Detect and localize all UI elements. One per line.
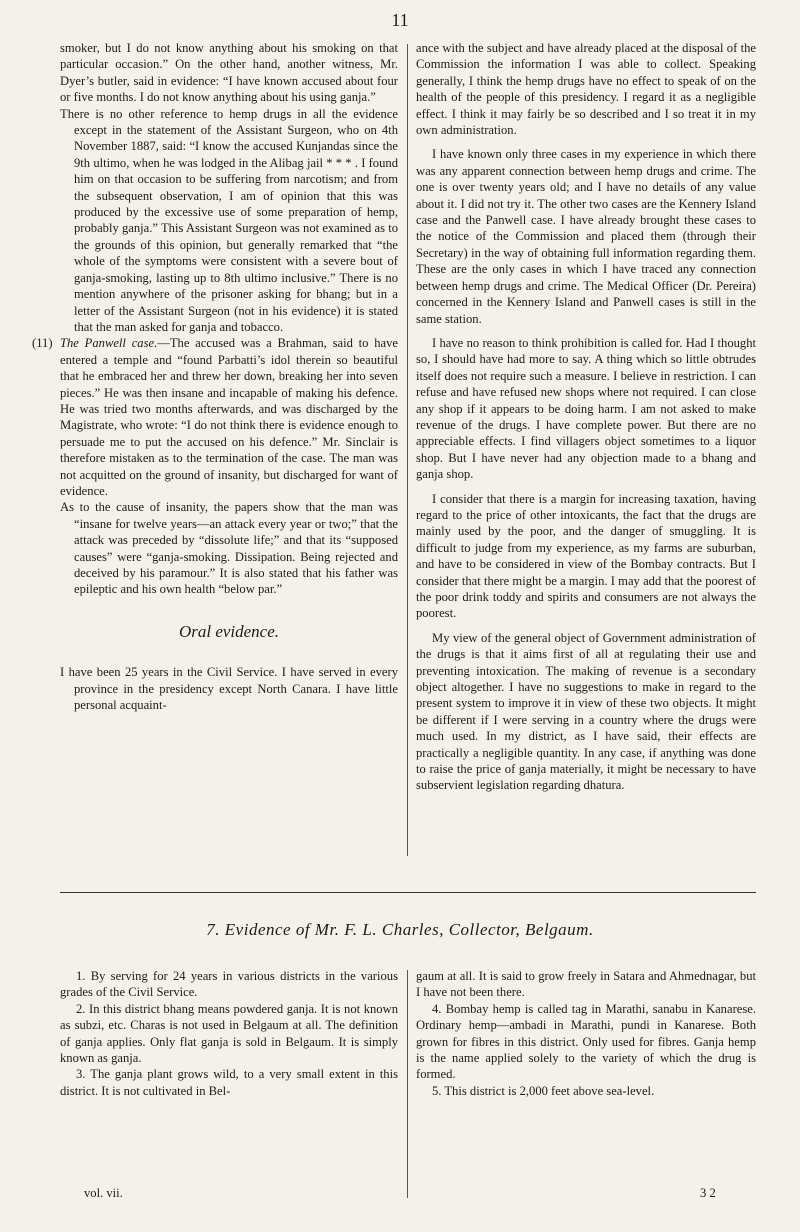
right-paragraph-5: My view of the general object of Government administration of the drugs is that it aims first of all at regulating their use and preventing intoxication. The making of revenue is a secondary object altogether. I have no suggestions to make in regard to the present system to improve it in view of these two objects. It might be different if I were serving in a country where the drugs were much used. In my district, as I have said, their effects are practically a negligible quantity. In any case, if anything was done to raise the price of ganja materially, it might be necessary to have subservient legislation regarding dhatura. [416, 630, 756, 793]
panwell-case-text: —The accused was a Brahman, said to have entered a temple and “found Parbatti’s idol therein so beautiful that he embraced her and threw her down, breaking her into seven pieces.” He was then insane and incapable of making his defence. He was tried two months afterwards, and was discharged by the Magistrate, who wrote: “I do not think there is evidence enough to persuade me to put the accused on his defence.” Mr. Sinclair is therefore mistaken as to the termination of the case. The man was not acquitted on the ground of insanity, but discharged for want of evidence. [60, 336, 398, 498]
answer-4: 4. Bombay hemp is called tag in Marathi, sanabu in Kanarese. Ordinary hemp—ambadi in Marathi, pundi in Kanarese. Both grown for fibres in this district. Only used for fibres. Ganja hemp is the name applied solely to the variety of which the drug is formed. [416, 1001, 756, 1082]
left-paragraph-4: As to the cause of insanity, the papers show that the man was “insane for twelve years—an attack every year or two;” that the attack was preceded by “dissolute life;” and that its “supposed causes” were “ganja-smoking. Dissipation. Being rejected and deceived by his paramour.” It is also stated that his father was epileptic and his own health “below par.” [60, 500, 398, 597]
oral-evidence-heading: Oral evidence. [178, 621, 280, 641]
left-paragraph-2: There is no other reference to hemp drugs in all the evidence except in the statement of the Assistant Surgeon, who on 4th November 1887, said: “I know the accused Kunjandas since the 9th ultimo, when he was lodged in the Alibag jail * * * . I found him on that occasion to be suffering from narcotism; and from the subsequent observation, I am of opinion that this was produced by the excessive use of some preparation of hemp, probably ganja.” This Assistant Surgeon was not examined as to the grounds of this opinion, but generally remarked that “the whole of the symptoms were consistent with a severe bout of ganja-smoking, lasting up to 8th ultimo inclusive.” There is no mention anywhere of the prisoner asking for bhang; but in a letter of the Assistant Surgeon (not in his evidence) it is stated that the man asked for ganja and tobacco. [60, 106, 398, 334]
right-paragraph-1: ance with the subject and have already placed at the disposal of the Commission the information I was able to collect. Speaking generally, I think the hemp drugs have no effect to speak of on the health of the people of this presidency. I regard it as a negligible effect. I think it may fairly be so described and I so treat it in my own administration. [416, 41, 756, 138]
right-paragraph-4: I consider that there is a margin for increasing taxation, having regard to the price of other intoxicants, the fact that the drugs are mainly used by the poor, and the danger of smuggling. It is difficult to judge from my experience, as my farms are suburban, and have to be considered in view of the Bombay contracts. But I consider that there might be a margin. I may add that the poorest of the poor drink toddy and spirits and consumers are not always the poorest. [416, 491, 756, 621]
paragraph-marker: (11) [32, 336, 53, 351]
left-paragraph-1: smoker, but I do not know anything about his smoking on that particular occasion.” On the other hand, another witness, Mr. Dyer’s butler, said in evidence: “I have known accused about four or five months. I do not know anything about his using ganja.” [60, 41, 398, 105]
left-column [32, 40, 398, 713]
right-paragraph-3: I have no reason to think prohibition is called for. Had I thought so, I should have had more to say. A thing which so little obtrudes itself does not require such a measure. I believe in restriction. I can refuse and have refused new shops where not required. I can close any shop if it appears to be doing harm. I am not asked to make revenue of the drugs. I have complete power. But there are no appreciable effects. I find villagers object sometimes to a liquor shop. But I have never had any objection made to a bhang and ganja shop. [416, 335, 756, 482]
column-divider [407, 44, 408, 856]
answer-1: 1. By serving for 24 years in various districts in the various grades of the Civil Service. [60, 969, 398, 1000]
bottom-column-divider [407, 970, 408, 1198]
left-paragraph-5: I have been 25 years in the Civil Service. I have served in every province in the presidency except North Canara. I have little personal acquaint- [60, 665, 398, 713]
bottom-left-column [60, 968, 398, 1099]
answer-3-continued: gaum at all. It is said to grow freely in Satara and Ahmednagar, but I have not been there. [416, 969, 756, 1000]
section-title: 7. Evidence of Mr. F. L. Charles, Collector, Belgaum. [206, 920, 594, 939]
right-column [416, 40, 756, 794]
answer-2: 2. In this district bhang means powdered ganja. It is not known as subzi, etc. Charas is not used in Belgaum at all. The definition of ganja applies. Only flat ganja is sold in Belgaum. It is simply known as ganja. [60, 1001, 398, 1066]
section-divider [60, 892, 756, 893]
answer-3: 3. The ganja plant grows wild, to a very small extent in this district. It is not cultivated in Bel- [60, 1067, 398, 1098]
page-number: 11 [391, 10, 409, 30]
answer-5: 5. This district is 2,000 feet above sea-level. [432, 1083, 655, 1098]
signature-mark: 3 2 [700, 1186, 716, 1200]
panwell-case-paragraph [32, 335, 398, 499]
bottom-right-column [416, 968, 756, 1099]
panwell-case-title: The Panwell case. [60, 336, 158, 351]
volume-footer: vol. vii. [84, 1186, 123, 1200]
right-paragraph-2: I have known only three cases in my experience in which there was any apparent connection between hemp drugs and crime. The one is over twenty years old; and I have no details of any value about it. I did not try it. The other two cases are the Kennery Island case and the Panwell case. I have already brought these cases to the notice of the Commission and placed them (through their Secretary) in the way of obtaining full information regarding them. These are the only cases in which I have traced any connection between hemp drugs and crime. The Medical Officer (Dr. Pereira) concerned in the Kennery Island and Panwell cases is still in the same station. [416, 147, 756, 326]
